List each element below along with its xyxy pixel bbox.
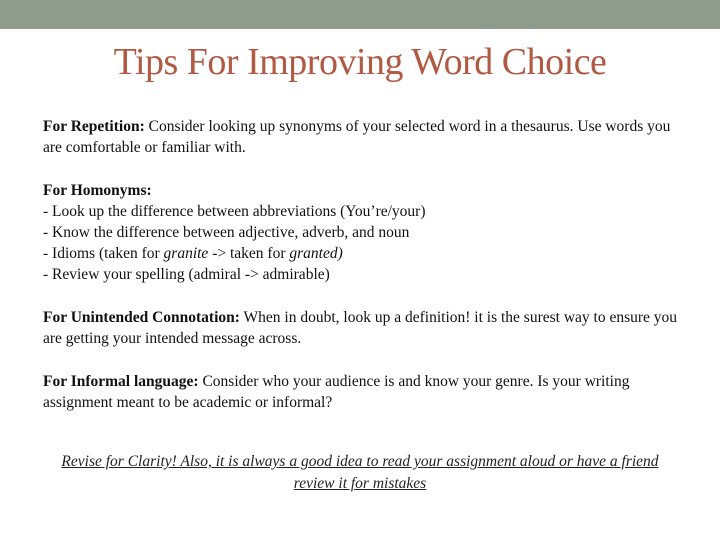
informal-language-tip — [43, 371, 683, 413]
homonyms-item: - Look up the difference between abbreviations (You’re/your) — [43, 203, 426, 220]
homonyms-item — [43, 243, 683, 264]
revise-for-clarity-note: Revise for Clarity! Also, it is always a good idea to read your assignment aloud or have a friend review it for mistakes — [61, 453, 659, 492]
slide-body — [43, 116, 683, 435]
connotation-tip — [43, 307, 683, 349]
idiom-right-word: granted) — [289, 245, 343, 262]
top-accent-bar — [0, 0, 720, 29]
connotation-text: When in doubt, look up a definition! it is the surest way to ensure you are getting your intended message across. — [43, 309, 678, 347]
slide-title: Tips For Improving Word Choice — [113, 41, 607, 83]
repetition-heading: For Repetition: — [43, 118, 145, 135]
homonyms-item: - Know the difference between adjective, adverb, and noun — [43, 224, 410, 241]
idiom-wrong-word: granite — [163, 245, 209, 262]
homonyms-tip — [43, 180, 683, 285]
idiom-prefix: - Idioms (taken for — [43, 245, 164, 262]
idiom-middle: -> taken for — [208, 245, 290, 262]
homonyms-heading: For Homonyms: — [43, 182, 152, 199]
homonyms-item: - Review your spelling (admiral -> admirable) — [43, 266, 330, 283]
repetition-tip — [43, 116, 683, 158]
repetition-text: Consider looking up synonyms of your selected word in a thesaurus. Use words you are comfortable or familiar with. — [43, 118, 671, 156]
informal-language-text: Consider who your audience is and know your genre. Is your writing assignment meant to be academic or informal? — [43, 373, 630, 411]
connotation-heading: For Unintended Connotation: — [43, 309, 240, 326]
informal-language-heading: For Informal language: — [43, 373, 199, 390]
